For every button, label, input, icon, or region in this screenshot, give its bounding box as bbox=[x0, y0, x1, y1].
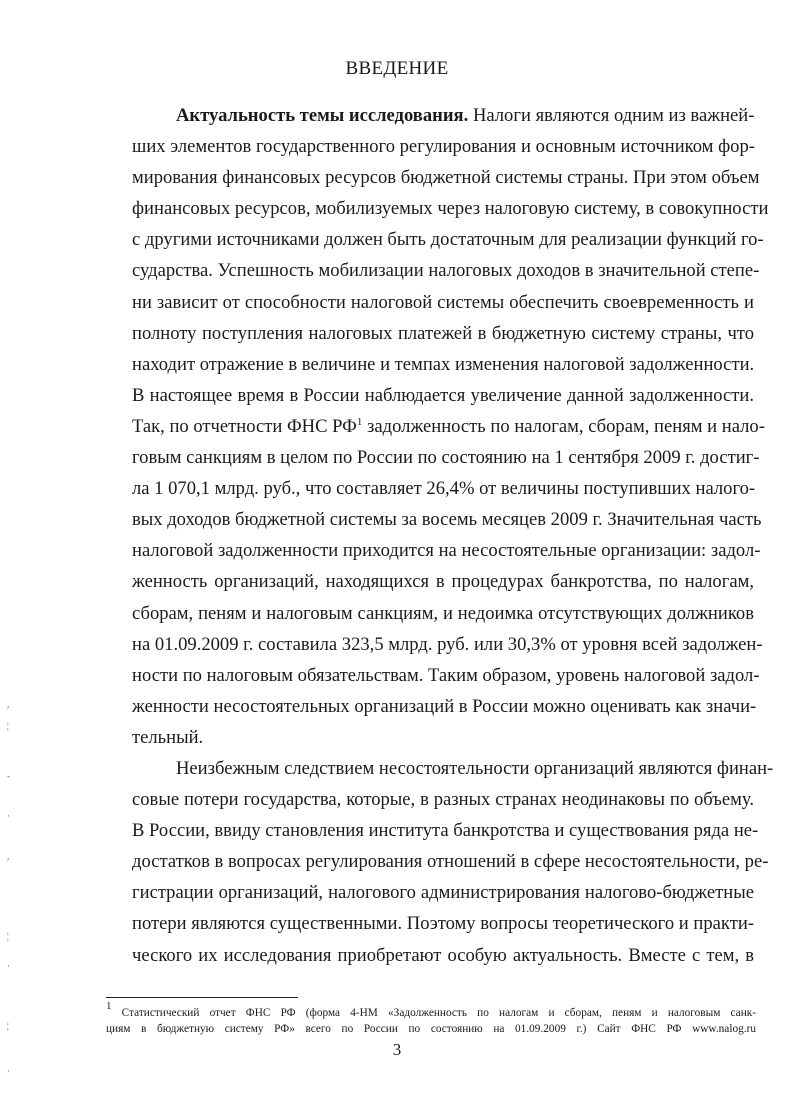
paragraph-line: Актуальность темы исследования. Налоги являются одним из важней- bbox=[176, 105, 755, 126]
paragraph-line: мирования финансовых ресурсов бюджетной системы страны. При этом объем bbox=[132, 167, 760, 189]
paragraph-line: Так, по отчетности ФНС $РФ^1$ задолженность по налогам, сборам, пеням и нало- bbox=[132, 415, 765, 437]
paragraph-line: с другими источниками должен быть достаточным для реализации функций го- bbox=[132, 229, 764, 251]
paragraph-line: говым санкциям в целом по России по состоянию на 1 сентября 2009 г. достиг- bbox=[132, 447, 760, 469]
page-number: 3 bbox=[392, 1040, 402, 1059]
footnote-line: $^1$ Статистический отчет ФНС РФ (форма 4-НМ «Задолженность по налогам и сборам, пеням и налоговым санк- bbox=[106, 1000, 756, 1019]
paragraph-line: ческого их исследования приобретают особую актуальность. Вместе с тем, в bbox=[132, 944, 754, 966]
paragraph-line: ности по налоговым обязательствам. Таким образом, уровень налоговой задол- bbox=[132, 664, 760, 686]
paragraph-line: сборам, пеням и налоговым санкциям, и недоимка отсутствующих должников bbox=[132, 602, 754, 624]
paragraph-line: женность организаций, находящихся в процедурах банкротства, по налогам, bbox=[132, 571, 754, 593]
scan-margin-marks: , ¦ - · , ¦ · ¦ · bbox=[7, 699, 10, 1076]
paragraph-line: Неизбежным следствием несостоятельности организаций являются финан- bbox=[176, 757, 774, 779]
body-text bbox=[132, 100, 774, 971]
paragraph-line: финансовых ресурсов, мобилизуемых через налоговую систему, в совокупности bbox=[132, 198, 769, 220]
paragraph-line: гистрации организаций, налогового администрирования налогово-бюджетные bbox=[132, 882, 754, 904]
footnote bbox=[106, 1000, 756, 1037]
paragraph-line: сударства. Успешность мобилизации налоговых доходов в значительной степе- bbox=[132, 260, 760, 282]
paragraph-line: ших элементов государственного регулирования и основным источником фор- bbox=[132, 136, 755, 158]
paragraph-line: В настоящее время в России наблюдается увеличение данной задолженности. bbox=[132, 384, 754, 406]
paragraph-line: на 01.09.2009 г. составила 323,5 млрд. руб. или 30,3% от уровня всей задолжен- bbox=[132, 633, 763, 655]
paragraph-line: В России, ввиду становления института банкротства и существования ряда не- bbox=[132, 820, 759, 842]
paragraph-line: вых доходов бюджетной системы за восемь месяцев 2009 г. Значительная часть bbox=[132, 509, 762, 531]
paragraph-line: женности несостоятельных организаций в России можно оценивать как значи- bbox=[132, 695, 757, 717]
paragraph-line: находит отражение в величине и темпах изменения налоговой задолженности. bbox=[132, 353, 755, 375]
paragraph-line: налоговой задолженности приходится на несостоятельные организации: задол- bbox=[132, 540, 761, 562]
paragraph-line: полноту поступления налоговых платежей в бюджетную систему страны, что bbox=[132, 322, 754, 344]
footnote-reference[interactable]: 1 bbox=[356, 415, 363, 428]
paragraph-line: ла 1 070,1 млрд. руб., что составляет 26,4% от величины поступивших налого- bbox=[132, 478, 756, 500]
paragraph-line: совые потери государства, которые, в разных странах неодинаковы по объему. bbox=[132, 789, 754, 811]
paragraph-line: достатков в вопросах регулирования отношений в сфере несостоятельности, ре- bbox=[132, 851, 769, 873]
footnote-separator bbox=[106, 997, 298, 998]
paragraph-line: ни зависит от способности налоговой системы обеспечить своевременность и bbox=[132, 291, 754, 313]
footnote-mark: 1 bbox=[106, 1000, 112, 1012]
footnote-line: циям в бюджетную систему РФ» всего по России по состоянию на 01.09.2009 г.) Сайт ФНС РФ www.nalog.ru bbox=[106, 1023, 756, 1035]
paragraph-line: потери являются существенными. Поэтому вопросы теоретического и практи- bbox=[132, 913, 754, 935]
page-title: ВВЕДЕНИЕ bbox=[345, 58, 449, 79]
lead-phrase: Актуальность темы исследования. bbox=[176, 105, 469, 126]
paragraph-line: тельный. bbox=[132, 726, 204, 748]
